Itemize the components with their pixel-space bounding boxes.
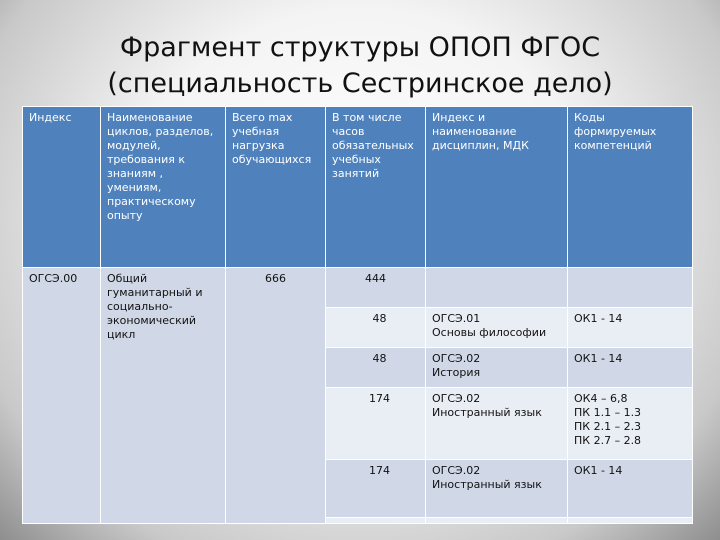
cycle-index: ОГСЭ.00 <box>23 268 101 524</box>
competencies-cell: ОК1 - 14 <box>568 348 693 388</box>
empty-cell <box>568 518 693 524</box>
cycle-max-load: 666 <box>226 268 326 524</box>
table-row <box>23 268 693 308</box>
hours-cell: 174 <box>326 460 426 518</box>
header-row <box>23 107 693 268</box>
hours-cell: 48 <box>326 348 426 388</box>
discipline-cell: ОГСЭ.02 Иностранный язык <box>426 388 568 460</box>
title-line-1: Фрагмент структуры ОПОП ФГОС <box>119 32 601 63</box>
discipline-cell: ОГСЭ.01 Основы философии <box>426 308 568 348</box>
hours-cell: 48 <box>326 308 426 348</box>
header-mandatory-hours: В том числе часов обязательных учебных занятий <box>326 107 426 268</box>
empty-cell <box>426 518 568 524</box>
header-index: Индекс <box>23 107 101 268</box>
discipline-cell <box>426 268 568 308</box>
slide-title <box>0 30 720 102</box>
header-max-load: Всего max учебная нагрузка обучающихся <box>226 107 326 268</box>
discipline-cell: ОГСЭ.02 Иностранный язык <box>426 460 568 518</box>
competencies-cell: ОК1 - 14 <box>568 308 693 348</box>
structure-table <box>22 106 693 524</box>
title-line-2: (специальность Сестринское дело) <box>107 68 613 99</box>
discipline-cell: ОГСЭ.02 История <box>426 348 568 388</box>
competencies-cell: ОК4 – 6,8 ПК 1.1 – 1.3 ПК 2.1 – 2.3 ПК 2.7 – 2.8 <box>568 388 693 460</box>
hours-cell: 174 <box>326 388 426 460</box>
header-discipline: Индекс и наименование дисциплин, МДК <box>426 107 568 268</box>
header-competencies: Коды формируемых компетенций <box>568 107 693 268</box>
competencies-cell <box>568 268 693 308</box>
header-name: Наименование циклов, разделов, модулей, требования к знаниям , умениям, практическому опыту <box>101 107 226 268</box>
cycle-name: Общий гуманитарный и социально-экономический цикл <box>101 268 226 524</box>
cycle-mandatory-hours: 444 <box>326 268 426 308</box>
empty-cell <box>326 518 426 524</box>
competencies-cell: ОК1 - 14 <box>568 460 693 518</box>
